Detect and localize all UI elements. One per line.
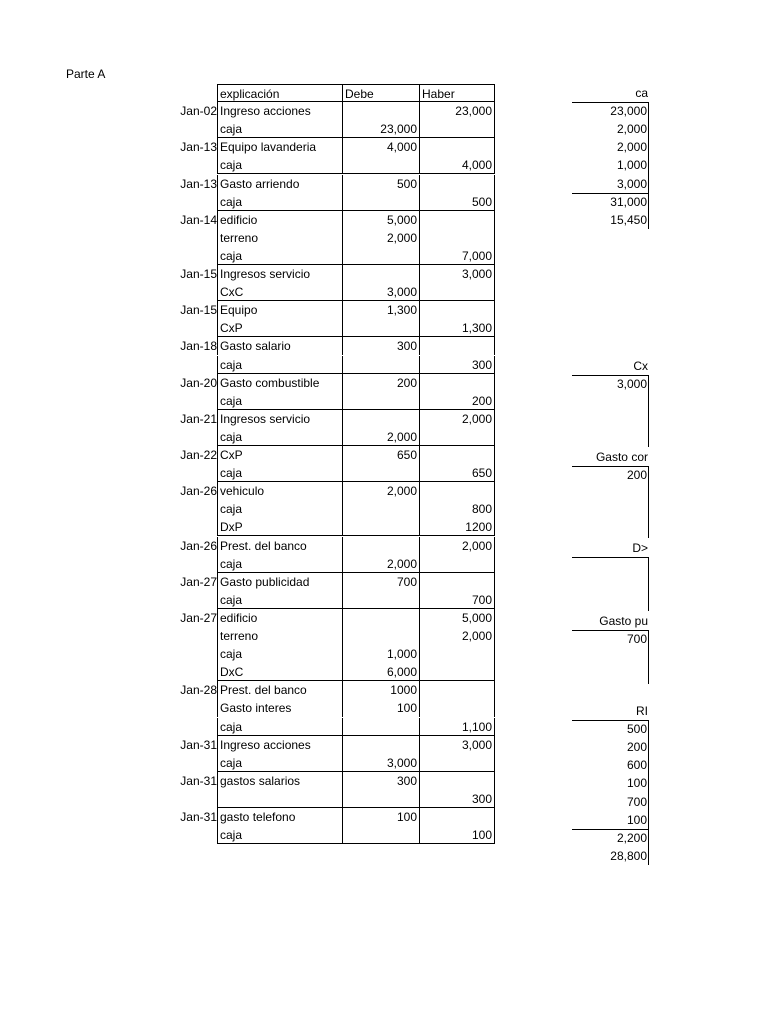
ledger-title-ri: RI [636,704,648,718]
cell-debe: 300 [342,772,419,790]
cell-haber: 650 [419,464,495,482]
entry-date: Jan-27 [180,574,217,589]
cell-haber: 5,000 [419,609,495,627]
cell-debe: 300 [342,337,419,355]
table-row [0,102,768,120]
table-row [0,754,768,772]
table-row [0,120,768,138]
entry-date: Jan-31 [180,773,217,788]
ledger-total: 28,800 [610,848,647,863]
ledger-title-gasto-publicidad: Gasto pu [599,614,648,628]
cell-explicacion: terreno [217,229,342,247]
table-row [0,265,768,283]
cell-explicacion: caja [217,718,342,736]
ledger-divider [648,557,649,611]
cell-haber [419,301,495,319]
entry-date: Jan-27 [180,610,217,625]
cell-debe [342,265,419,283]
cell-haber [419,374,495,392]
cell-debe [342,464,419,482]
table-row [0,156,768,174]
entry-date: Jan-13 [180,140,217,155]
cell-haber [419,211,495,229]
cell-haber: 4,000 [419,156,495,174]
cell-haber: 2,000 [419,627,495,645]
ledger-value: 700 [626,632,647,647]
ledger-value: 3,000 [616,377,647,392]
table-header [0,84,768,102]
cell-debe [342,627,419,645]
cell-haber: 1,100 [419,718,495,736]
cell-explicacion: Gasto salario [217,337,342,355]
cell-explicacion: caja [217,356,342,374]
cell-explicacion: Gasto arriendo [217,175,342,193]
entry-date: Jan-13 [180,176,217,191]
table-row [0,337,768,355]
cell-haber: 23,000 [419,102,495,120]
table-row [0,500,768,518]
table-row [0,482,768,500]
cell-haber [419,446,495,464]
table-row [0,826,768,844]
ledger-value: 600 [626,758,647,773]
cell-debe: 700 [342,573,419,591]
cell-explicacion: DxP [217,518,342,536]
cell-debe: 2,000 [342,555,419,573]
cell-debe: 2,000 [342,482,419,500]
cell-explicacion: Prest. del banco [217,681,342,699]
cell-explicacion: caja [217,500,342,518]
cell-explicacion: Gasto combustible [217,374,342,392]
ledger-title-dxp: D> [632,541,648,555]
entry-date: Jan-02 [180,104,217,119]
ledger-value: 700 [626,794,647,809]
cell-haber [419,699,495,717]
table-row [0,229,768,247]
entry-date: Jan-26 [180,484,217,499]
ledger-title-caja: ca [635,86,648,100]
cell-debe [342,193,419,211]
table-row [0,718,768,736]
ledger-divider [648,630,649,684]
ledger-value: 3,000 [616,176,647,191]
cell-explicacion: Ingreso acciones [217,102,342,120]
entry-date: Jan-15 [180,303,217,318]
table-row [0,247,768,265]
cell-haber [419,645,495,663]
table-row [0,193,768,211]
table-row [0,627,768,645]
cell-explicacion [217,790,342,808]
cell-debe: 1,300 [342,301,419,319]
cell-explicacion: Ingreso acciones [217,736,342,754]
entry-date: Jan-26 [180,538,217,553]
cell-debe: 2,000 [342,229,419,247]
table-row [0,410,768,428]
cell-debe: 500 [342,175,419,193]
cell-debe [342,609,419,627]
table-row [0,736,768,754]
cell-explicacion: CxC [217,283,342,301]
table-row [0,175,768,193]
cell-explicacion: caja [217,156,342,174]
cell-explicacion: Ingresos servicio [217,410,342,428]
ledger-divider [648,375,649,447]
ledger-title-cxc: Cx [633,359,648,373]
cell-haber: 500 [419,193,495,211]
cell-haber [419,808,495,826]
cell-explicacion: Prest. del banco [217,537,342,555]
ledger-total: 31,000 [610,194,647,209]
cell-explicacion: caja [217,193,342,211]
cell-debe: 6,000 [342,663,419,681]
ledger-value: 2,000 [616,122,647,137]
cell-debe: 5,000 [342,211,419,229]
ledger-value: 23,000 [610,104,647,119]
entry-date: Jan-28 [180,683,217,698]
cell-explicacion: Gasto interes [217,699,342,717]
cell-explicacion: caja [217,591,342,609]
ledger-value: 1,000 [616,158,647,173]
cell-debe: 1000 [342,681,419,699]
cell-haber: 3,000 [419,736,495,754]
cell-haber [419,138,495,156]
cell-haber: 1200 [419,518,495,536]
cell-explicacion: caja [217,247,342,265]
cell-haber [419,754,495,772]
table-row [0,555,768,573]
table-row [0,681,768,699]
entry-date: Jan-21 [180,411,217,426]
cell-debe [342,156,419,174]
cell-haber: 300 [419,790,495,808]
ledger-value: 100 [626,812,647,827]
ledger-value: 2,000 [616,140,647,155]
cell-haber: 700 [419,591,495,609]
ledger-total: 2,200 [616,830,647,845]
ledger-value: 500 [626,722,647,737]
table-row [0,699,768,717]
cell-haber: 2,000 [419,537,495,555]
cell-debe [342,392,419,410]
cell-debe: 100 [342,699,419,717]
entry-date: Jan-31 [180,810,217,824]
cell-explicacion: caja [217,826,342,844]
table-row [0,808,768,826]
cell-debe: 4,000 [342,138,419,156]
table-row [0,645,768,663]
table-row [0,319,768,337]
table-row [0,464,768,482]
table-row [0,591,768,609]
cell-explicacion: gasto telefono [217,808,342,826]
cell-haber [419,482,495,500]
entry-date: Jan-22 [180,448,217,462]
cell-debe: 1,000 [342,645,419,663]
table-row [0,790,768,808]
entry-date: Jan-14 [180,212,217,227]
cell-explicacion: caja [217,464,342,482]
cell-debe [342,718,419,736]
table-row [0,609,768,627]
table-row [0,663,768,681]
cell-haber [419,283,495,301]
table-row [0,138,768,156]
entry-date: Jan-15 [180,267,217,281]
table-row [0,428,768,446]
cell-explicacion: gastos salarios [217,772,342,790]
cell-haber: 800 [419,500,495,518]
ledger-value: 200 [626,740,647,755]
cell-explicacion: caja [217,754,342,772]
cell-debe [342,102,419,120]
table-row [0,772,768,790]
cell-explicacion: terreno [217,627,342,645]
ledger-title-gasto-combustible: Gasto cor [595,450,648,464]
cell-explicacion: Equipo lavanderia [217,138,342,156]
table-row [0,356,768,374]
ledger-value: 200 [626,468,647,483]
cell-explicacion: caja [217,428,342,446]
cell-explicacion: caja [217,645,342,663]
cell-explicacion: caja [217,555,342,573]
cell-explicacion: caja [217,392,342,410]
cell-explicacion: Equipo [217,301,342,319]
cell-explicacion: Gasto publicidad [217,573,342,591]
cell-debe: 23,000 [342,120,419,138]
header-debe: Debe [342,84,419,102]
cell-explicacion: CxP [217,319,342,337]
cell-debe: 200 [342,374,419,392]
cell-haber [419,120,495,138]
cell-explicacion: edificio [217,609,342,627]
cell-explicacion: CxP [217,446,342,464]
table-row [0,283,768,301]
cell-explicacion: caja [217,120,342,138]
table-row [0,446,768,464]
cell-haber [419,663,495,681]
entry-date: Jan-31 [180,737,217,752]
cell-explicacion: DxC [217,663,342,681]
cell-haber [419,555,495,573]
cell-haber: 2,000 [419,410,495,428]
cell-haber: 100 [419,826,495,844]
cell-debe: 3,000 [342,283,419,301]
cell-haber: 3,000 [419,265,495,283]
cell-debe [342,518,419,536]
cell-explicacion: Ingresos servicio [217,265,342,283]
cell-debe [342,356,419,374]
cell-debe [342,500,419,518]
table-row [0,518,768,536]
table-row [0,392,768,410]
table-row [0,537,768,555]
cell-debe [342,319,419,337]
cell-haber [419,428,495,446]
cell-haber [419,681,495,699]
table-row [0,301,768,319]
cell-debe [342,410,419,428]
ledger-top-rule [572,557,648,558]
cell-debe [342,537,419,555]
cell-explicacion: vehiculo [217,482,342,500]
cell-haber [419,772,495,790]
cell-haber: 1,300 [419,319,495,337]
cell-haber [419,229,495,247]
table-row [0,374,768,392]
cell-debe [342,247,419,265]
table-row [0,573,768,591]
cell-debe [342,826,419,844]
page-title: Parte A [66,67,106,81]
table-row [0,211,768,229]
cell-haber [419,175,495,193]
cell-haber: 200 [419,392,495,410]
cell-haber: 300 [419,356,495,374]
ledger-value: 100 [626,776,647,791]
cell-debe: 650 [342,446,419,464]
header-haber: Haber [419,84,495,102]
cell-debe [342,591,419,609]
cell-haber [419,573,495,591]
entry-date: Jan-18 [180,339,217,354]
header-explicacion: explicación [217,84,342,102]
ledger-divider [648,720,649,865]
cell-debe [342,790,419,808]
entry-date: Jan-20 [180,375,217,390]
cell-explicacion: edificio [217,211,342,229]
cell-haber: 7,000 [419,247,495,265]
ledger-total: 15,450 [610,212,647,227]
cell-haber [419,337,495,355]
ledger-divider [648,466,649,538]
ledger-divider [648,102,649,229]
cell-debe: 3,000 [342,754,419,772]
cell-debe [342,736,419,754]
cell-debe: 100 [342,808,419,826]
cell-debe: 2,000 [342,428,419,446]
